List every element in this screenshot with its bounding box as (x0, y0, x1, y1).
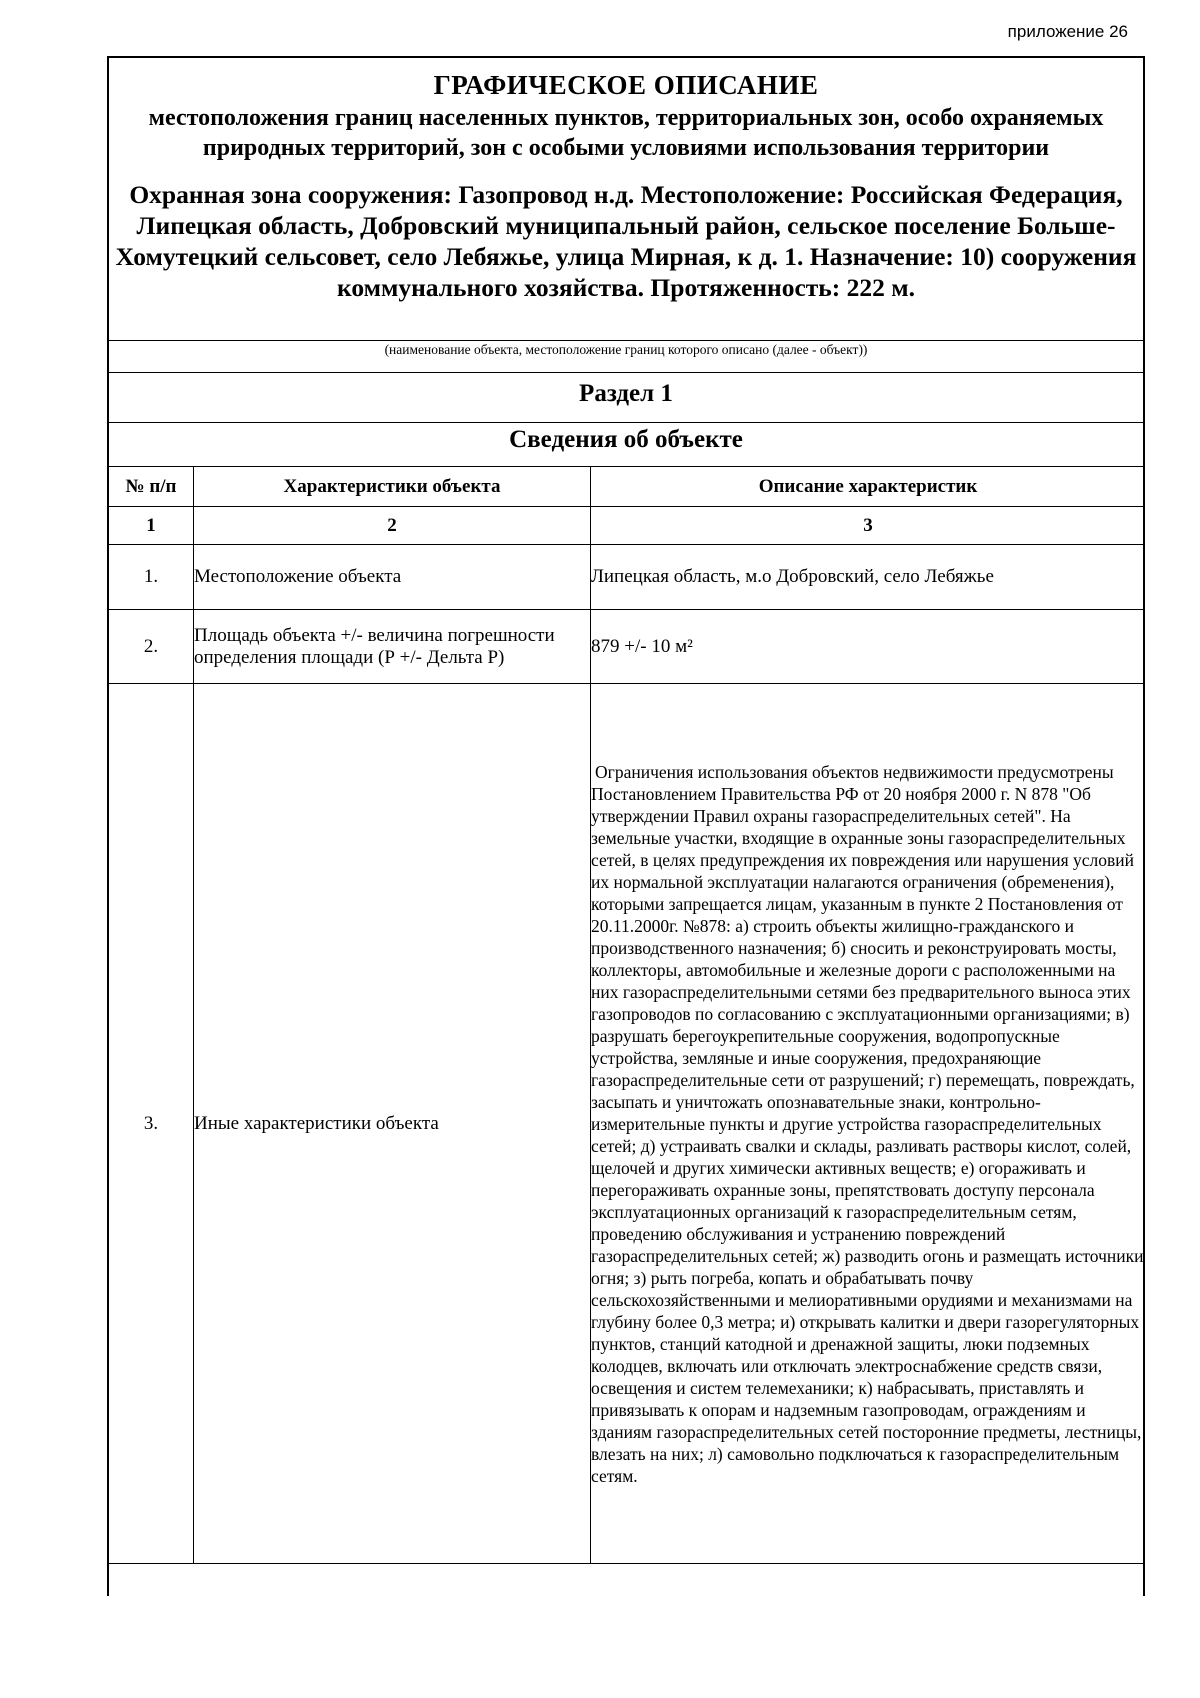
appendix-label: приложение 26 (1007, 22, 1128, 41)
table-row (109, 684, 1145, 1564)
restrictions-text: Ограничения использования объектов недвижимости предусмотрены Постановлением Правительства РФ от 20 ноября 2000 г. N 878 "Об утверждении Правил охраны газораспределительных сетей". На земельные участки, входящие в охранные зоны газораспределительных сетей, в целях предупреждения их повреждения или нарушения условий их нормальной эксплуатации налагаются ограничения (обременения), которыми запрещается лицам, указанным в пункте 2 Постановления от 20.11.2000г. №878: а) строить объекты жилищно-гражданского и производственного назначения; б) сносить и реконструировать мосты, коллекторы, автомобильные и железные дороги с расположенными на них газораспределительными сетями без предварительного выноса этих газопроводов по согласованию с эксплуатационными организациями; в) разрушать берегоукрепительные сооружения, водопропускные устройства, земляные и иные сооружения, предохраняющие газораспределительные сети от разрушений; г) перемещать, повреждать, засыпать и уничтожать опознавательные знаки, контрольно-измерительные пункты и другие устройства газораспределительных сетей; д) устраивать свалки и склады, разливать растворы кислот, солей, щелочей и других химически активных веществ; е) огораживать и перегораживать охранные зоны, препятствовать доступу персонала эксплуатационных организаций к газораспределительным сетям, проведению обслуживания и устранению повреждений газораспределительных сетей; ж) разводить огонь и размещать источники огня; з) рыть погреба, копать и обрабатывать почву сельскохозяйственными и мелиоративными орудиями и механизмами на глубину более 0,3 метра; и) открывать калитки и двери газорегуляторных пунктов, станций катодной и дренажной защиты, люки подземных колодцев, включать или отключать электроснабжение средств связи, освещения и систем телемеханики; к) набрасывать, приставлять и привязывать к опорам и надземным газопроводам, ограждениям и зданиям газораспределительных сетей посторонние предметы, лестницы, влезать на них; л) самовольно подключаться к газораспределительным сетям. (591, 761, 1144, 1486)
document-subtitle: местоположения границ населенных пунктов, территориальных зон, особо охраняемых природных территорий, зон с особыми условиями использования территории (148, 105, 1104, 161)
header-description: Описание характеристик (591, 467, 1146, 507)
column-number: 2 (194, 507, 591, 545)
section-subtitle: Сведения об объекте (509, 426, 743, 453)
table-header-row (109, 467, 1145, 507)
column-number-row (109, 507, 1145, 545)
document-header (109, 58, 1143, 338)
table-row (109, 610, 1145, 684)
header-number: № п/п (109, 467, 194, 507)
document-title: ГРАФИЧЕСКОЕ ОПИСАНИЕ (433, 70, 819, 100)
section-title: Раздел 1 (579, 380, 673, 407)
object-name: Охранная зона сооружения: Газопровод н.д. Местоположение: Российская Федерация, Липецкая область, Добровский муниципальный район, сельское поселение Больше-Хомутецкий сельсовет, село Лебяжье, улица Мирная, к д. 1. Назначение: 10) сооружения коммунального хозяйства. Протяженность: 222 м. (115, 180, 1137, 302)
object-info-table (109, 466, 1145, 1564)
table-row (109, 545, 1145, 610)
object-caption: (наименование объекта, местоположение границ которого описано (далее - объект)) (384, 342, 868, 357)
row-number: 3. (109, 684, 194, 1564)
row-number: 2. (109, 610, 194, 684)
row-description: Липецкая область, м.о Добровский, село Лебяжье (591, 545, 1146, 610)
column-number: 3 (591, 507, 1146, 545)
divider-line (109, 422, 1143, 423)
row-characteristic: Иные характеристики объекта (194, 684, 591, 1564)
row-characteristic: Площадь объекта +/- величина погрешности определения площади (Р +/- Дельта Р) (194, 610, 591, 684)
row-characteristic: Местоположение объекта (194, 545, 591, 610)
header-characteristic: Характеристики объекта (194, 467, 591, 507)
column-number: 1 (109, 507, 194, 545)
document-frame (107, 56, 1145, 1596)
divider-line (109, 340, 1143, 341)
row-number: 1. (109, 545, 194, 610)
divider-line (109, 372, 1143, 373)
row-description (591, 684, 1146, 1564)
row-description: 879 +/- 10 м² (591, 610, 1146, 684)
